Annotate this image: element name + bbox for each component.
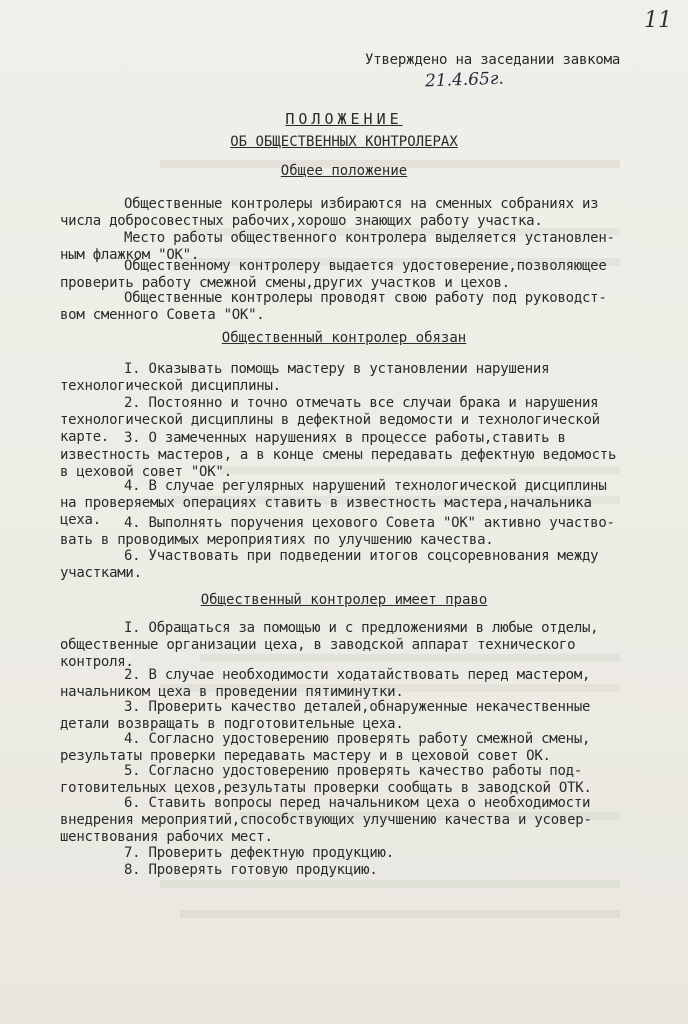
general-paragraph: Общественному контролеру выдается удостоверение,позволяющее проверить работу смежной смены,других участков и цехов. [60,258,607,291]
general-paragraph: Общественные контролеры проводят свою работу под руководст- вом сменного Совета "ОК". [60,290,607,323]
document-subtitle: ОБ ОБЩЕСТВЕННЫХ КОНТРОЛЕРАХ [230,134,458,150]
right-item: 2. В случае необходимости ходатайствовать перед мастером, начальником цеха в проведении пятиминутки. [60,667,591,700]
section-heading-rights: Общественный контролер имеет право [200,592,488,608]
section-heading-general: Общее положение [280,163,408,179]
duty-item: 4. В случае регулярных нарушений технологической дисциплины на проверяемых операциях ставить в известность мастера,начальника цеха. [60,478,607,528]
right-item: 4. Согласно удостоверению проверять работу смежной смены, результаты проверки передавать мастеру и в цеховой совет ОК. [60,731,591,764]
right-item: 7. Проверить дефектную продукцию. [124,845,394,861]
duty-item: 3. О замеченных нарушениях в процессе работы,ставить в известность мастеров, а в конце смены передавать дефектную ведомость в цеховой совет "ОК". [60,430,617,480]
section-heading-duties: Общественный контролер обязан [221,330,467,346]
right-item: 3. Проверить качество деталей,обнаруженные некачественные детали возвращать в подготовительные цеха. [60,699,591,732]
general-paragraph: Общественные контролеры избираются на сменных собраниях из числа добросовестных рабочих,хорошо знающих работу участка. [60,196,599,229]
right-item: 6. Ставить вопросы перед начальником цеха о необходимости внедрения мероприятий,способствующих улучшению качества и усовер- шенствования рабочих мест. [60,795,592,845]
duty-item: I. Оказывать помощь мастеру в установлении нарушения технологической дисциплины. [60,361,550,394]
right-item: I. Обращаться за помощью и с предложениями в любые отделы, общественные организации цеха, в заводской аппарат технического контроля. [60,620,599,670]
approval-handwritten-date: 21.4.65г. [424,68,505,92]
general-paragraph: Место работы общественного контролера выделяется установлен- ным флажком "ОК". [60,230,615,263]
duty-item: 6. Участвовать при подведении итогов соцсоревнования между участками. [60,548,599,581]
approval-stamp-text: Утверждено на заседании завкома [365,52,621,68]
document-title: ПОЛОЖЕНИЕ [285,110,403,128]
duty-item: 2. Постоянно и точно отмечать все случаи брака и нарушения технологической дисциплины в дефектной ведомости и технологической карте. [60,395,600,445]
right-item: 8. Проверять готовую продукцию. [124,862,378,878]
page-number: 11 [644,8,672,33]
right-item: 5. Согласно удостоверению проверять качество работы под- готовительных цехов,результаты проверки сообщать в заводской ОТК. [60,763,592,796]
duty-item: 4. Выполнять поручения цехового Совета "ОК" активно участво- вать в проводимых мероприятиях по улучшению качества. [60,515,615,548]
